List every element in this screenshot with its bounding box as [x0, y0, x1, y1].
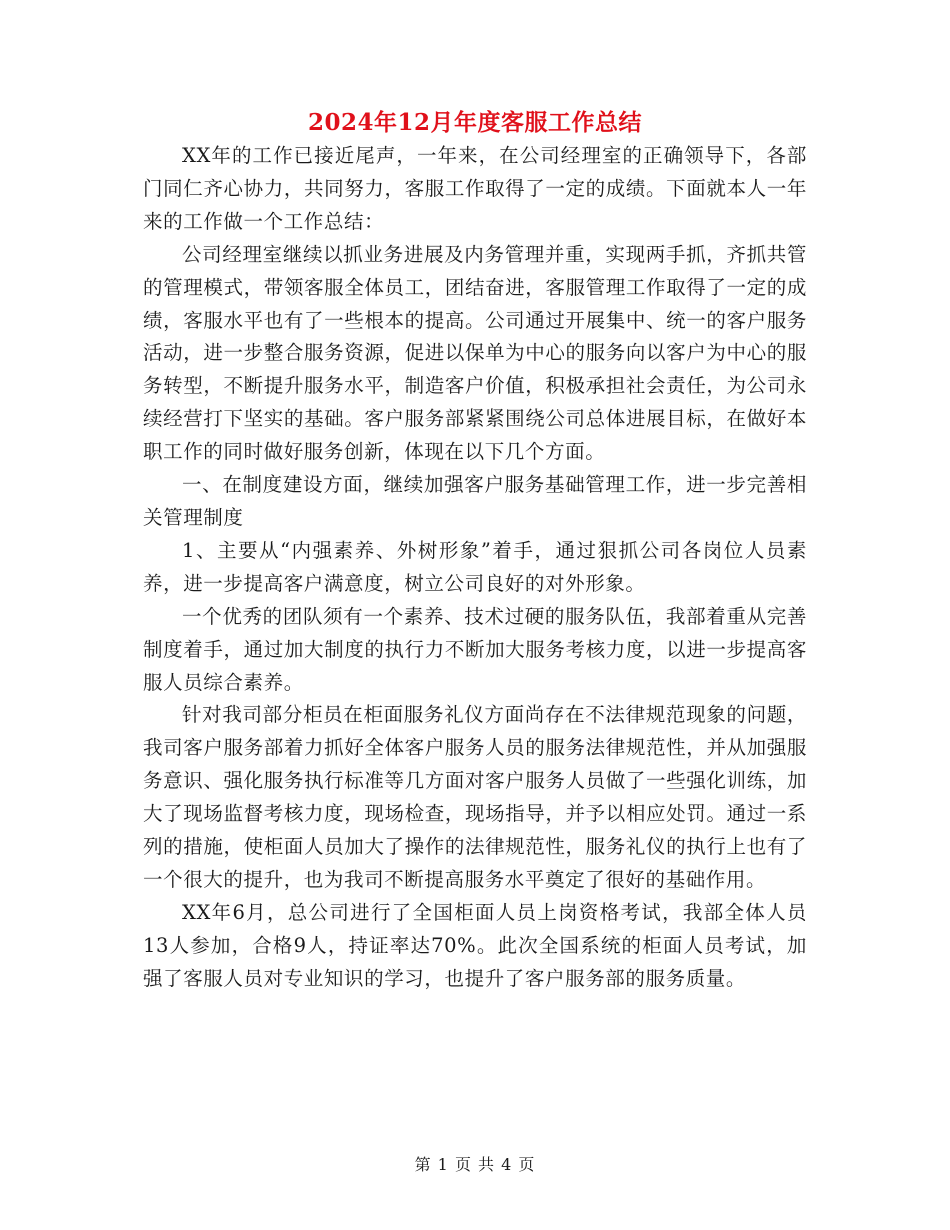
- paragraph-team: 一个优秀的团队须有一个素养、技术过硬的服务队伍，我部着重从完善制度着手，通过加大制度的执行力不断加大服务考核力度，以进一步提高客服人员综合素养。: [143, 604, 807, 694]
- document-body: [143, 108, 807, 996]
- paragraph-management: 公司经理室继续以抓业务进展及内务管理并重，实现两手抓，齐抓共管的管理模式，带领客服全体员工，团结奋进，客服管理工作取得了一定的成绩，客服水平也有了一些根本的提高。公司通过开展集中、统一的客户服务活动，进一步整合服务资源，促进以保单为中心的服务向以客户为中心的服务转型，不断提升服务水平，制造客户价值，积极承担社会责任，为公司永续经营打下坚实的基础。客户服务部紧紧围绕公司总体进展目标，在做好本职工作的同时做好服务创新，体现在以下几个方面。: [143, 242, 807, 464]
- paragraph-intro: XX年的工作已接近尾声，一年来，在公司经理室的正确领导下，各部门同仁齐心协力，共同努力，客服工作取得了一定的成绩。下面就本人一年来的工作做一个工作总结：: [143, 144, 807, 233]
- document-title: 2024年12月年度客服工作总结: [307, 109, 643, 136]
- paragraph-item-1: 1、主要从“内强素养、外树形象”着手，通过狠抓公司各岗位人员素养，进一步提高客户满意度，树立公司良好的对外形象。: [143, 538, 807, 595]
- section-heading-system-building: 一、在制度建设方面，继续加强客户服务基础管理工作，进一步完善相关管理制度: [143, 473, 807, 529]
- page-number-footer: 第 1 页 共 4 页: [414, 1155, 536, 1174]
- paragraph-counter-service: 针对我司部分柜员在柜面服务礼仪方面尚存在不法律规范现象的问题，我司客户服务部着力抓好全体客户服务人员的服务法律规范性，并从加强服务意识、强化服务执行标准等几方面对客户服务人员做了一些强化训练，加大了现场监督考核力度，现场检查，现场指导，并予以相应处罚。通过一系列的措施，使柜面人员加大了操作的法律规范性，服务礼仪的执行上也有了一个很大的提升，也为我司不断提高服务水平奠定了很好的基础作用。: [143, 703, 807, 891]
- paragraph-exam: XX年6月，总公司进行了全国柜面人员上岗资格考试，我部全体人员13人参加，合格9人，持证率达70%。此次全国系统的柜面人员考试，加强了客服人员对专业知识的学习，也提升了客户服务部的服务质量。: [143, 900, 807, 990]
